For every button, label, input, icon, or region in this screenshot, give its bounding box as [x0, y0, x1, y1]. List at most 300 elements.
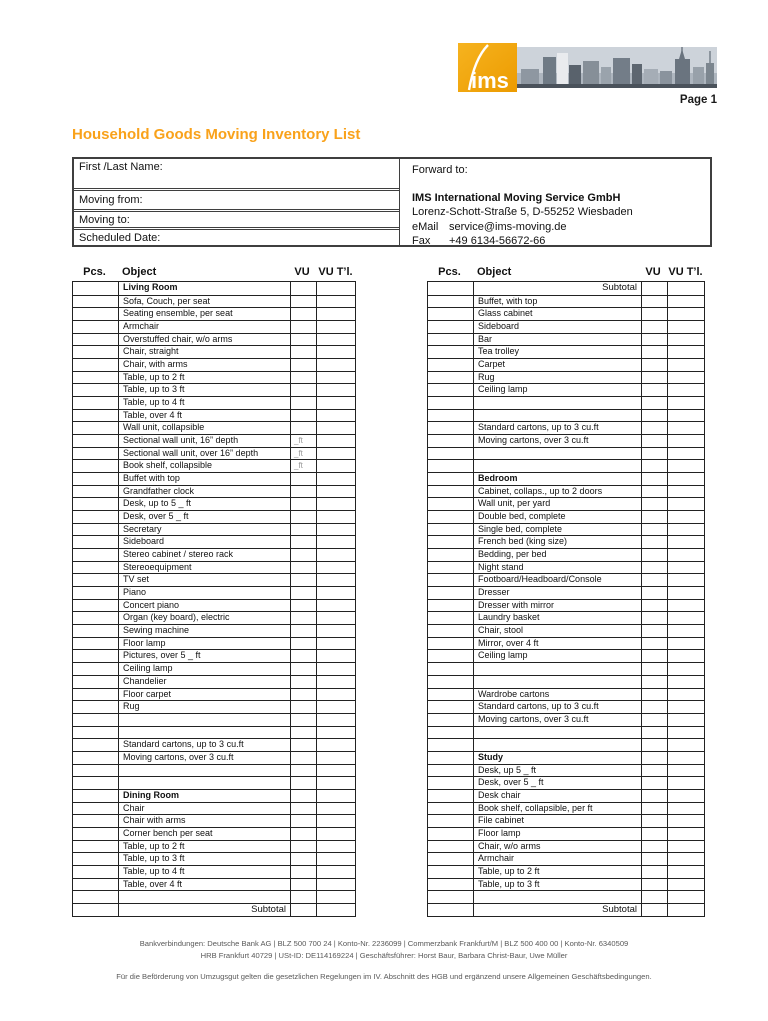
table-row	[73, 358, 355, 371]
pcs-cell	[73, 334, 118, 346]
object-cell: Double bed, complete	[473, 511, 641, 523]
object-cell: File cabinet	[473, 815, 641, 827]
vu-total-cell	[667, 853, 704, 865]
vu-total-cell	[667, 765, 704, 777]
object-cell: Armchair	[473, 853, 641, 865]
vu-cell	[641, 650, 667, 662]
vu-total-cell	[667, 879, 704, 891]
inventory-table-right	[427, 262, 705, 917]
object-cell	[118, 714, 290, 726]
table-row	[428, 789, 704, 802]
pcs-cell	[428, 625, 473, 637]
vu-cell	[641, 448, 667, 460]
vu-cell	[641, 359, 667, 371]
vu-cell	[290, 574, 316, 586]
table-row	[428, 358, 704, 371]
pcs-cell	[428, 562, 473, 574]
pcs-cell	[428, 752, 473, 764]
object-cell: Sewing machine	[118, 625, 290, 637]
pcs-cell	[428, 536, 473, 548]
table-row	[428, 624, 704, 637]
vu-cell	[641, 511, 667, 523]
vu-cell	[641, 727, 667, 739]
vu-total-cell	[316, 891, 355, 903]
vu-total-cell	[667, 562, 704, 574]
vu-total-cell	[316, 777, 355, 789]
vu-cell	[290, 866, 316, 878]
company-address: Lorenz-Schott-Straße 5, D-55252 Wiesbaden	[412, 206, 633, 218]
vu-cell	[641, 308, 667, 320]
page-title: Household Goods Moving Inventory List	[72, 126, 361, 143]
object-cell	[118, 777, 290, 789]
pcs-cell	[428, 574, 473, 586]
object-cell	[473, 891, 641, 903]
vu-total-cell	[316, 689, 355, 701]
object-cell: Sectional wall unit, 16” depth	[118, 435, 290, 447]
table-row	[73, 713, 355, 726]
table-row	[73, 840, 355, 853]
pcs-cell	[73, 296, 118, 308]
vu-cell	[290, 600, 316, 612]
first-last-name-label: First /Last Name:	[79, 161, 163, 173]
vu-total-cell	[316, 549, 355, 561]
subtotal-row	[428, 282, 704, 295]
vu-total-cell	[667, 435, 704, 447]
vu-total-cell	[667, 359, 704, 371]
object-cell: Table, up to 3 ft	[118, 384, 290, 396]
vu-total-cell	[316, 612, 355, 624]
table-row	[428, 459, 704, 472]
pcs-cell	[73, 410, 118, 422]
vu-total-cell	[316, 562, 355, 574]
table-row	[428, 649, 704, 662]
table-row	[73, 611, 355, 624]
pcs-cell	[428, 486, 473, 498]
vu-cell	[290, 701, 316, 713]
moving-from-label: Moving from:	[79, 194, 143, 206]
table-row	[428, 713, 704, 726]
pcs-cell	[73, 625, 118, 637]
table-row	[73, 383, 355, 396]
pcs-cell	[428, 891, 473, 903]
vu-cell	[641, 321, 667, 333]
vu-total-cell	[316, 410, 355, 422]
vu-cell	[641, 803, 667, 815]
pcs-cell	[428, 866, 473, 878]
vu-cell	[641, 372, 667, 384]
object-cell: Table, over 4 ft	[118, 410, 290, 422]
vu-cell	[290, 473, 316, 485]
object-cell: Subtotal	[473, 282, 641, 295]
vu-total-cell	[667, 739, 704, 751]
object-cell: Desk chair	[473, 790, 641, 802]
vu-total-cell	[667, 638, 704, 650]
vu-total-cell	[667, 308, 704, 320]
vu-cell	[290, 498, 316, 510]
table-row	[73, 814, 355, 827]
object-cell	[473, 727, 641, 739]
pcs-cell	[73, 879, 118, 891]
vu-cell	[290, 739, 316, 751]
object-cell: Bar	[473, 334, 641, 346]
vu-cell	[290, 790, 316, 802]
vu-cell	[641, 765, 667, 777]
table-row	[73, 396, 355, 409]
pcs-cell	[73, 282, 118, 295]
pcs-cell	[428, 549, 473, 561]
table-row	[428, 890, 704, 903]
table-row	[73, 827, 355, 840]
object-cell: Grandfather clock	[118, 486, 290, 498]
table-row	[73, 320, 355, 333]
table-row	[73, 878, 355, 891]
vu-cell	[290, 676, 316, 688]
vu-total-cell	[316, 574, 355, 586]
vu-cell	[290, 549, 316, 561]
table-row	[73, 523, 355, 536]
pcs-cell	[73, 460, 118, 472]
pcs-cell	[428, 448, 473, 460]
vu-cell	[290, 587, 316, 599]
object-cell: Ceiling lamp	[473, 384, 641, 396]
vu-cell	[641, 334, 667, 346]
vu-cell	[290, 282, 316, 295]
vu-cell	[290, 296, 316, 308]
vu-total-cell	[667, 689, 704, 701]
object-cell	[473, 739, 641, 751]
section-header-row	[428, 472, 704, 485]
vu-total-cell	[316, 384, 355, 396]
table-body-right	[427, 281, 705, 917]
pcs-cell	[428, 663, 473, 675]
pcs-cell	[428, 765, 473, 777]
table-row	[428, 510, 704, 523]
pcs-cell	[428, 346, 473, 358]
object-cell: Bedroom	[473, 473, 641, 485]
vu-total-cell	[667, 282, 704, 295]
table-row	[73, 459, 355, 472]
object-cell: Ceiling lamp	[473, 650, 641, 662]
table-row	[428, 485, 704, 498]
object-cell: Stereoequipment	[118, 562, 290, 574]
vu-cell	[290, 689, 316, 701]
vu-cell	[641, 625, 667, 637]
table-header-right	[427, 262, 705, 281]
pcs-cell	[428, 308, 473, 320]
object-cell: Moving cartons, over 3 cu.ft	[473, 435, 641, 447]
vu-cell	[641, 815, 667, 827]
table-row	[428, 447, 704, 460]
pcs-cell	[73, 866, 118, 878]
vu-cell	[641, 486, 667, 498]
table-row	[73, 776, 355, 789]
table-row	[73, 472, 355, 485]
object-cell: Footboard/Headboard/Console	[473, 574, 641, 586]
pcs-cell	[73, 549, 118, 561]
object-cell	[473, 448, 641, 460]
vu-cell	[290, 853, 316, 865]
object-cell: Seating ensemble, per seat	[118, 308, 290, 320]
vu-cell	[641, 891, 667, 903]
vu-cell	[641, 752, 667, 764]
vu-cell	[290, 891, 316, 903]
object-cell: Chair, stool	[473, 625, 641, 637]
object-cell	[473, 663, 641, 675]
vu-cell	[290, 321, 316, 333]
vu-total-cell	[316, 282, 355, 295]
pcs-cell	[428, 612, 473, 624]
object-cell: Stereo cabinet / stereo rack	[118, 549, 290, 561]
vu-total-cell	[316, 815, 355, 827]
pcs-cell	[428, 422, 473, 434]
vu-total-cell	[316, 460, 355, 472]
pcs-cell	[73, 308, 118, 320]
pcs-header: Pcs.	[438, 266, 461, 278]
forward-to-label: Forward to:	[412, 164, 468, 176]
vu-total-cell	[667, 536, 704, 548]
vu-total-cell	[316, 587, 355, 599]
vu-total-cell	[316, 397, 355, 409]
footer-bank-line1: Bankverbindungen: Deutsche Bank AG | BLZ 500 700 24 | Konto-Nr. 2236099 | Commerzbank Frankfurt/M | BLZ 500 400 00 | Konto-Nr. 6340509	[139, 939, 629, 948]
object-cell	[473, 460, 641, 472]
table-row	[73, 485, 355, 498]
pcs-cell	[73, 473, 118, 485]
vu-total-cell	[316, 638, 355, 650]
pcs-cell	[428, 714, 473, 726]
vu-total-cell	[316, 536, 355, 548]
pcs-cell	[428, 511, 473, 523]
object-cell: Standard cartons, up to 3 cu.ft	[118, 739, 290, 751]
object-cell: Piano	[118, 587, 290, 599]
vu-cell	[641, 282, 667, 295]
vu-total-cell	[316, 524, 355, 536]
email-value: service@ims-moving.de	[449, 220, 567, 233]
table-row	[73, 409, 355, 422]
pcs-cell	[428, 701, 473, 713]
vu-total-cell	[667, 612, 704, 624]
vu-cell: _ft	[290, 448, 316, 460]
vu-total-cell	[667, 777, 704, 789]
object-cell: Standard cartons, up to 3 cu.ft	[473, 701, 641, 713]
vu-total-cell	[316, 765, 355, 777]
footer-bank-info	[0, 938, 768, 962]
object-cell: Mirror, over 4 ft	[473, 638, 641, 650]
object-cell: Table, up to 3 ft	[118, 853, 290, 865]
vu-cell	[641, 410, 667, 422]
vu-cell	[641, 562, 667, 574]
vu-cell	[641, 739, 667, 751]
pcs-cell	[73, 815, 118, 827]
pcs-cell	[428, 815, 473, 827]
table-row	[428, 726, 704, 739]
vu-cell	[641, 612, 667, 624]
table-row	[73, 890, 355, 903]
vu-cell	[290, 777, 316, 789]
object-cell: Dresser	[473, 587, 641, 599]
vu-cell	[641, 777, 667, 789]
vu-cell	[641, 587, 667, 599]
vu-total-cell	[316, 663, 355, 675]
vu-cell	[290, 727, 316, 739]
object-cell: Buffet, with top	[473, 296, 641, 308]
object-header: Object	[477, 266, 512, 278]
vu-total-cell	[667, 904, 704, 916]
vu-total-cell	[667, 841, 704, 853]
company-name: IMS International Moving Service GmbH	[412, 191, 621, 204]
table-row	[73, 573, 355, 586]
vu-total-cell	[316, 866, 355, 878]
object-cell: Subtotal	[118, 904, 290, 916]
table-row	[73, 548, 355, 561]
pcs-cell	[428, 790, 473, 802]
form-row-scheduled-date	[74, 227, 399, 245]
fax-label: Fax	[412, 235, 431, 247]
vu-total-cell	[316, 752, 355, 764]
table-row	[73, 307, 355, 320]
vu-cell	[641, 536, 667, 548]
pcs-cell	[73, 359, 118, 371]
vu-total-cell	[316, 879, 355, 891]
vu-header: VU	[645, 266, 661, 278]
table-row	[428, 548, 704, 561]
vu-total-cell	[667, 486, 704, 498]
pcs-cell	[428, 473, 473, 485]
vu-cell	[290, 879, 316, 891]
vu-cell	[641, 663, 667, 675]
vu-cell	[641, 828, 667, 840]
vu-total-cell	[667, 752, 704, 764]
moving-to-field[interactable]	[130, 212, 399, 227]
object-cell: Corner bench per seat	[118, 828, 290, 840]
table-row	[428, 523, 704, 536]
object-cell: Table, up to 4 ft	[118, 397, 290, 409]
table-row	[428, 776, 704, 789]
vu-cell	[290, 562, 316, 574]
table-row	[73, 738, 355, 751]
scheduled-date-field[interactable]	[160, 230, 399, 245]
pcs-cell	[73, 574, 118, 586]
pcs-cell	[73, 321, 118, 333]
vu-cell	[641, 841, 667, 853]
object-cell: Desk, over 5 _ ft	[118, 511, 290, 523]
table-row	[73, 624, 355, 637]
table-row	[73, 649, 355, 662]
object-cell: Dining Room	[118, 790, 290, 802]
vu-cell	[290, 625, 316, 637]
object-cell: Concert piano	[118, 600, 290, 612]
vu-total-cell	[316, 904, 355, 916]
pcs-cell	[428, 841, 473, 853]
ims-logo-icon	[458, 43, 517, 92]
vu-cell	[641, 498, 667, 510]
table-row	[73, 751, 355, 764]
table-row	[428, 700, 704, 713]
form-row-name	[74, 159, 399, 188]
object-cell: Bedding, per bed	[473, 549, 641, 561]
vu-total-cell	[316, 625, 355, 637]
table-row	[428, 295, 704, 308]
object-cell: TV set	[118, 574, 290, 586]
vu-total-cell	[667, 372, 704, 384]
vu-cell	[290, 410, 316, 422]
pcs-cell	[73, 765, 118, 777]
vu-total-cell	[667, 410, 704, 422]
vu-cell	[290, 359, 316, 371]
pcs-cell	[428, 739, 473, 751]
vu-total-cell	[667, 600, 704, 612]
pcs-cell	[73, 701, 118, 713]
object-cell: Living Room	[118, 282, 290, 295]
vu-total-cell	[667, 727, 704, 739]
table-row	[428, 383, 704, 396]
object-cell: Sideboard	[118, 536, 290, 548]
footer-bank-line2: HRB Frankfurt 40729 | USt-ID: DE114169224 | Geschäftsführer: Horst Baur, Barbara Christ-Baur, Uwe Müller	[200, 951, 568, 960]
object-cell: Table, up to 2 ft	[118, 372, 290, 384]
object-cell: Organ (key board), electric	[118, 612, 290, 624]
pcs-cell	[428, 600, 473, 612]
vu-total-cell	[667, 460, 704, 472]
moving-from-field[interactable]	[143, 191, 399, 209]
table-row	[428, 573, 704, 586]
object-cell: Chair, w/o arms	[473, 841, 641, 853]
vu-cell	[641, 296, 667, 308]
table-row	[73, 561, 355, 574]
object-cell: French bed (king size)	[473, 536, 641, 548]
vu-cell	[290, 397, 316, 409]
vu-cell	[641, 460, 667, 472]
object-cell: Floor carpet	[118, 689, 290, 701]
inventory-table-left	[72, 262, 356, 917]
vu-total-cell	[667, 296, 704, 308]
table-row	[428, 421, 704, 434]
table-row	[428, 561, 704, 574]
footer-legal-note: Für die Beförderung von Umzugsgut gelten die gesetzlichen Regelungen im IV. Abschnitt des HGB und ergänzend unsere Allgemeinen Geschäftsbedingungen.	[116, 972, 652, 981]
table-row	[73, 764, 355, 777]
vu-total-cell	[667, 891, 704, 903]
pcs-cell	[428, 803, 473, 815]
object-cell: Cabinet, collaps., up to 2 doors	[473, 486, 641, 498]
pcs-cell	[428, 359, 473, 371]
vu-cell	[290, 904, 316, 916]
form-fields-column	[74, 159, 400, 245]
vu-cell	[641, 435, 667, 447]
table-row	[428, 802, 704, 815]
first-last-name-field[interactable]	[163, 161, 399, 188]
table-row	[73, 447, 355, 460]
table-row	[428, 662, 704, 675]
pcs-cell	[73, 536, 118, 548]
vu-cell	[290, 650, 316, 662]
section-header-row	[428, 751, 704, 764]
pcs-cell	[428, 498, 473, 510]
table-row	[428, 738, 704, 751]
object-cell: Moving cartons, over 3 cu.ft	[473, 714, 641, 726]
company-email-line	[412, 220, 710, 235]
pcs-cell	[428, 828, 473, 840]
vu-cell: _ft	[290, 435, 316, 447]
vu-total-cell	[316, 600, 355, 612]
vu-total-cell	[316, 321, 355, 333]
object-cell: Chair	[118, 803, 290, 815]
vu-cell	[641, 701, 667, 713]
pcs-cell	[73, 372, 118, 384]
table-row	[73, 535, 355, 548]
pcs-cell	[73, 612, 118, 624]
forward-to-block	[400, 159, 710, 245]
object-cell	[473, 410, 641, 422]
form-row-moving-to	[74, 209, 399, 227]
table-header-left	[72, 262, 356, 281]
